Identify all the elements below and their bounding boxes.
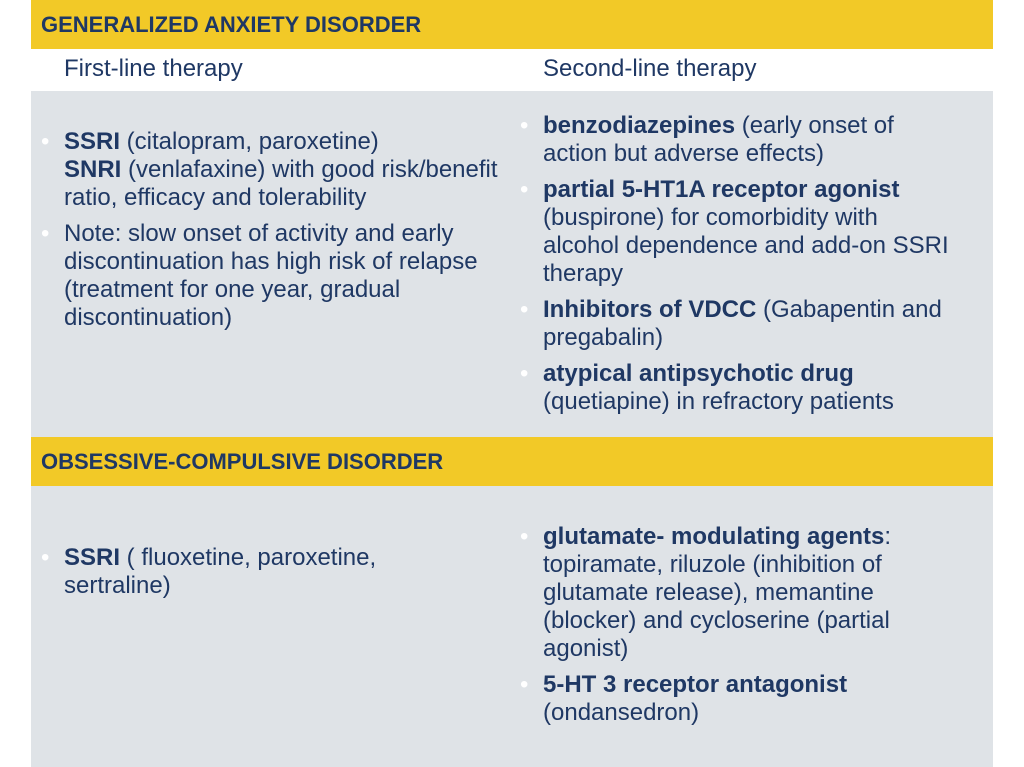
item-text: (Gabapentin and pregabalin) xyxy=(543,296,942,351)
list-item xyxy=(510,296,955,352)
gad-panel xyxy=(31,91,993,437)
item-text: ( fluoxetine, paroxetine, sertraline) xyxy=(64,544,377,599)
item-bold: atypical antipsychotic drug xyxy=(543,360,854,387)
item-bold: SSRI xyxy=(64,544,121,571)
list-item xyxy=(31,220,501,332)
gad-second-line-list xyxy=(510,112,955,424)
item-text: (venlafaxine) with good risk/benefit ratio, efficacy and tolerability xyxy=(64,156,498,211)
item-text: Note: slow onset of activity and early discontinuation has high risk of relapse (treatment for one year, gradual discontinuation) xyxy=(64,220,478,331)
list-item xyxy=(510,671,955,727)
ocd-panel xyxy=(31,486,993,767)
item-bold: 5-HT 3 receptor antagonist xyxy=(543,671,848,698)
item-text: (ondansedron) xyxy=(543,699,700,726)
item-bold: partial 5-HT1A receptor agonist xyxy=(543,176,900,203)
ocd-first-line-list xyxy=(31,544,471,608)
ocd-header xyxy=(31,437,993,486)
gad-first-line-list xyxy=(31,128,501,340)
item-text: (citalopram, paroxetine) xyxy=(120,128,379,155)
item-text: (buspirone) for comorbidity with alcohol dependence and add-on SSRI therapy xyxy=(543,204,949,287)
item-bold: Inhibitors of VDCC xyxy=(543,296,757,323)
list-item xyxy=(510,112,955,168)
item-bold: SSRI xyxy=(64,128,121,155)
item-bold: benzodiazepines xyxy=(543,112,736,139)
item-text: (early onset of action but adverse effects) xyxy=(543,112,894,167)
first-line-label: First-line therapy xyxy=(64,55,243,82)
item-text: (quetiapine) in refractory patients xyxy=(543,388,894,415)
list-item xyxy=(31,128,501,212)
list-item xyxy=(510,523,955,663)
item-bold: SNRI xyxy=(64,156,122,183)
ocd-title: OBSESSIVE-COMPULSIVE DISORDER xyxy=(41,448,444,474)
gad-header xyxy=(31,0,993,49)
ocd-second-line-list xyxy=(510,523,955,735)
list-item xyxy=(510,360,955,416)
second-line-label: Second-line therapy xyxy=(543,55,757,82)
therapy-column-headers xyxy=(31,49,993,91)
list-item xyxy=(31,544,471,600)
list-item xyxy=(510,176,955,288)
item-bold: glutamate- modulating agents xyxy=(543,523,885,550)
item-text: : topiramate, riluzole (inhibition of glutamate release), memantine (blocker) and cycloserine (partial agonist) xyxy=(543,523,892,662)
gad-title: GENERALIZED ANXIETY DISORDER xyxy=(41,11,422,37)
